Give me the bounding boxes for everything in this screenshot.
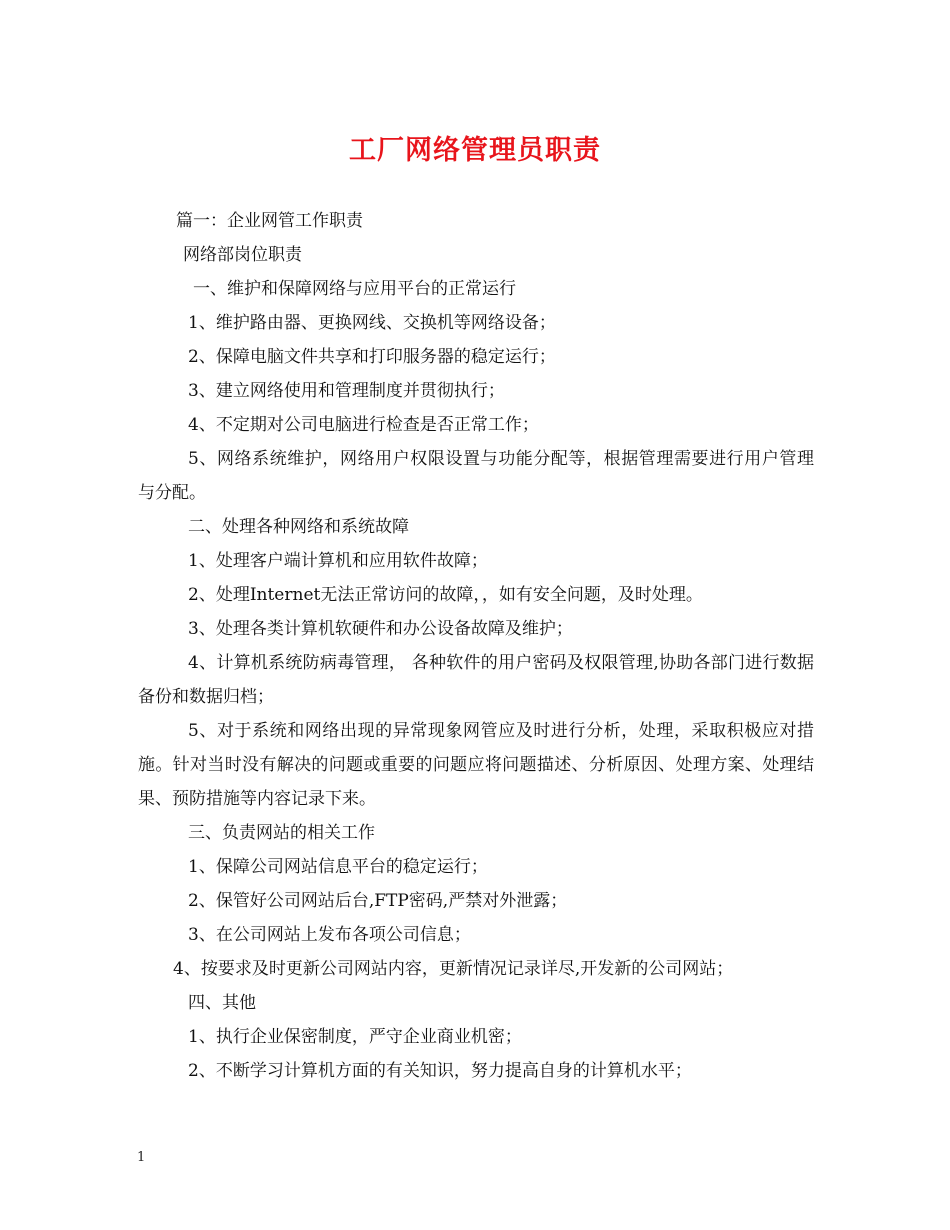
list-item: 3、建立网络使用和管理制度并贯彻执行；: [188, 381, 505, 401]
document-title: 工厂网络管理员职责: [349, 135, 601, 166]
list-item: 4、按要求及时更新公司网站内容，更新情况记录详尽,开发新的公司网站；: [173, 959, 734, 979]
list-item: 5、对于系统和网络出现的异常现象网管应及时进行分析，处理，采取积极应对措施。针对当时没有解决的问题或重要的问题应将问题描述、分析原因、处理方案、处理结果、预防措施等内容记录下来。: [138, 721, 814, 809]
list-item: 1、执行企业保密制度，严守企业商业机密；: [188, 1027, 522, 1047]
list-item: 1、处理客户端计算机和应用软件故障；: [188, 551, 488, 571]
list-item: 3、处理各类计算机软硬件和办公设备故障及维护；: [188, 619, 573, 639]
list-item: 2、保障电脑文件共享和打印服务器的稳定运行；: [188, 347, 556, 367]
list-item: 2、保管好公司网站后台,FTP密码,严禁对外泄露；: [188, 891, 568, 911]
document-body: [138, 204, 814, 1088]
category-heading: 四、其他: [188, 993, 256, 1013]
list-item: 4、不定期对公司电脑进行检查是否正常工作；: [188, 415, 539, 435]
list-item: 2、处理Internet无法正常访问的故障，，如有安全问题，及时处理。: [188, 585, 703, 605]
list-item: 1、维护路由器、更换网线、交换机等网络设备；: [188, 313, 556, 333]
list-item: 5、网络系统维护，网络用户权限设置与功能分配等，根据管理需要进行用户管理 与分配。: [138, 449, 814, 503]
category-heading: 二、处理各种网络和系统故障: [188, 517, 409, 537]
subsection-heading: 网络部岗位职责: [183, 245, 302, 265]
list-item: 4、计算机系统防病毒管理， 各种软件的用户密码及权限管理,协助各部门进行数据备份和数据归档；: [138, 653, 814, 707]
category-heading: 三、负责网站的相关工作: [188, 823, 375, 843]
list-item: 3、在公司网站上发布各项公司信息；: [188, 925, 471, 945]
section-heading: 篇一：企业网管工作职责: [176, 211, 363, 231]
page-number: 1: [137, 1150, 146, 1165]
category-heading: 一、维护和保障网络与应用平台的正常运行: [193, 279, 516, 299]
list-item: 2、不断学习计算机方面的有关知识，努力提高自身的计算机水平；: [188, 1061, 692, 1081]
list-item: 1、保障公司网站信息平台的稳定运行；: [188, 857, 488, 877]
